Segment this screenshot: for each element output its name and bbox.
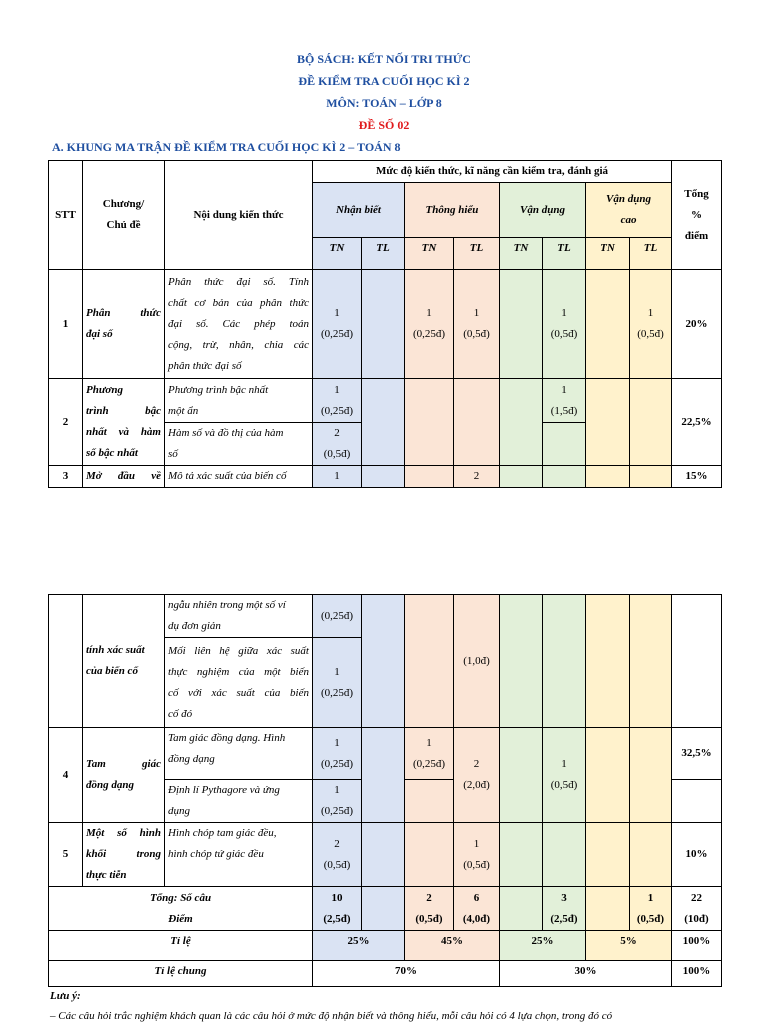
- chapter-cell: Mở đầu về: [83, 466, 165, 488]
- overall-ratio-basic: 70%: [313, 961, 500, 987]
- book-series-title: BỘ SÁCH: KẾT NỐI TRI THỨC: [297, 52, 471, 66]
- score-cell: 1 (0,25đ): [405, 270, 454, 379]
- empty-cell: [500, 379, 543, 466]
- empty-cell: [672, 595, 722, 728]
- note-line: – Các câu hỏi trắc nghiệm khách quan là các câu hỏi ở mức độ nhận biết và thông hiểu, mỗi câu hỏi có 4 lựa chọn, trong đó có: [50, 1010, 613, 1022]
- row-total: 20%: [672, 270, 722, 379]
- grand-total: 22 (10đ): [672, 887, 722, 931]
- empty-cell: [362, 823, 405, 887]
- chapter-cell: Tam giác đồng dạng: [83, 728, 165, 823]
- section-title: A. KHUNG MA TRẬN ĐỀ KIỂM TRA CUỐI HỌC KÌ 2 – TOÁN 8: [52, 140, 401, 154]
- content-cell: Định lí Pythagore và ứng dụng: [165, 780, 313, 823]
- empty-cell: [543, 595, 586, 728]
- tn-header: TN: [313, 238, 362, 270]
- row-total: 22,5%: [672, 379, 722, 466]
- content-cell: Hàm số và đồ thị của hàm số: [165, 423, 313, 466]
- score-cell: 2 (0,5đ): [313, 823, 362, 887]
- chapter-header: Chương/ Chủ đề: [83, 161, 165, 270]
- content-cell: Mối liên hệ giữa xác suất thực nghiệm của một biến cố với xác suất của biến cố đó: [165, 638, 313, 728]
- tl-header: TL: [454, 238, 500, 270]
- empty-cell: [630, 823, 672, 887]
- empty-cell: [500, 728, 543, 823]
- tl-header: TL: [543, 238, 586, 270]
- empty-cell: [500, 887, 543, 931]
- total-cell: 10 (2,5đ): [313, 887, 362, 931]
- chapter-cell: Phương trình bậc nhất và hàm số bậc nhất: [83, 379, 165, 466]
- empty-cell: [500, 823, 543, 887]
- empty-cell: [500, 466, 543, 488]
- score-cell: 1 (0,25đ): [313, 728, 362, 780]
- row-number: 4: [49, 728, 83, 823]
- overall-ratio-advanced: 30%: [500, 961, 672, 987]
- content-cell: Tam giác đồng dạng. Hình đồng dạng: [165, 728, 313, 780]
- row-total: 15%: [672, 466, 722, 488]
- subject-title: MÔN: TOÁN – LỚP 8: [326, 96, 442, 110]
- row-number: 3: [49, 466, 83, 488]
- empty-cell: [362, 466, 405, 488]
- ratio-application: 25%: [500, 931, 586, 961]
- empty-cell: [500, 270, 543, 379]
- empty-cell: [362, 270, 405, 379]
- empty-cell: [405, 780, 454, 823]
- score-cell: 1 (0,25đ): [405, 728, 454, 780]
- tn-header: TN: [500, 238, 543, 270]
- stt-header: STT: [49, 161, 83, 270]
- empty-cell: [586, 728, 630, 823]
- empty-cell: [405, 466, 454, 488]
- tn-header: TN: [586, 238, 630, 270]
- score-cell: (0,25đ): [313, 595, 362, 638]
- total-label: Tổng: Số câu Điểm: [49, 887, 313, 931]
- empty-cell: [672, 780, 722, 823]
- row-number: 5: [49, 823, 83, 887]
- ratio-total: 100%: [672, 931, 722, 961]
- content-cell: Mô tả xác suất của biến cố: [165, 466, 313, 488]
- ratio-high-application: 5%: [586, 931, 672, 961]
- content-cell: ngẫu nhiên trong một số ví dụ đơn giản: [165, 595, 313, 638]
- row-total: 10%: [672, 823, 722, 887]
- content-cell: Phương trình bậc nhất một ẩn: [165, 379, 313, 423]
- empty-cell: [630, 379, 672, 466]
- score-cell: 1: [313, 466, 362, 488]
- score-cell: 1 (1,5đ): [543, 379, 586, 423]
- total-cell: 3 (2,5đ): [543, 887, 586, 931]
- tn-header: TN: [405, 238, 454, 270]
- empty-cell: [630, 595, 672, 728]
- empty-cell: [586, 595, 630, 728]
- empty-cell: [543, 466, 586, 488]
- empty-cell: [500, 595, 543, 728]
- empty-cell: [586, 887, 630, 931]
- content-cell: Hình chóp tam giác đều, hình chóp tứ giác đều: [165, 823, 313, 887]
- score-cell: 1 (0,25đ): [313, 638, 362, 728]
- chapter-cell: Một số hình khối trong thực tiễn: [83, 823, 165, 887]
- score-cell: 2 (2,0đ): [454, 728, 500, 823]
- content-cell: Phân thức đại số. Tính chất cơ bản của phân thức đại số. Các phép toán cộng, trừ, nhân, chia các phân thức đại số: [165, 270, 313, 379]
- chapter-cell: Phân thức đại số: [83, 270, 165, 379]
- overall-ratio-total: 100%: [672, 961, 722, 987]
- empty-cell: [405, 823, 454, 887]
- empty-cell: [586, 823, 630, 887]
- total-cell: 2 (0,5đ): [405, 887, 454, 931]
- tl-header: TL: [630, 238, 672, 270]
- score-cell: 1 (0,5đ): [454, 270, 500, 379]
- total-cell: 6 (4,0đ): [454, 887, 500, 931]
- empty-cell: [454, 379, 500, 466]
- row-total: 32,5%: [672, 728, 722, 780]
- empty-cell: [586, 270, 630, 379]
- recognition-header: Nhận biết: [313, 183, 405, 238]
- score-cell: 1 (0,25đ): [313, 780, 362, 823]
- score-cell: (1,0đ): [454, 595, 500, 728]
- score-cell: 1 (0,5đ): [543, 270, 586, 379]
- tl-header: TL: [362, 238, 405, 270]
- ratio-comprehension: 45%: [405, 931, 500, 961]
- note-title: Lưu ý:: [50, 990, 81, 1002]
- empty-cell: [362, 379, 405, 466]
- exam-title: ĐỀ KIỂM TRA CUỐI HỌC KÌ 2: [298, 74, 470, 88]
- level-header: Mức độ kiến thức, kĩ năng cần kiểm tra, đánh giá: [313, 161, 672, 183]
- empty-cell: [543, 823, 586, 887]
- high-application-header: Vận dụng cao: [586, 183, 672, 238]
- exam-number: ĐỀ SỐ 02: [358, 118, 410, 132]
- empty-cell: [362, 887, 405, 931]
- comprehension-header: Thông hiểu: [405, 183, 500, 238]
- total-cell: 1 (0,5đ): [630, 887, 672, 931]
- empty-cell: [630, 728, 672, 823]
- overall-ratio-label: Tỉ lệ chung: [49, 961, 313, 987]
- empty-cell: [405, 595, 454, 728]
- score-cell: 1 (0,25đ): [313, 270, 362, 379]
- score-cell: 1 (0,5đ): [543, 728, 586, 823]
- empty-cell: [49, 595, 83, 728]
- empty-cell: [543, 423, 586, 466]
- score-cell: 2 (0,5đ): [313, 423, 362, 466]
- score-cell: 1 (0,5đ): [630, 270, 672, 379]
- empty-cell: [630, 466, 672, 488]
- total-header: Tổng % điểm: [672, 161, 722, 270]
- ratio-label: Tỉ lệ: [49, 931, 313, 961]
- score-cell: 1 (0,25đ): [313, 379, 362, 423]
- application-header: Vận dụng: [500, 183, 586, 238]
- empty-cell: [586, 466, 630, 488]
- empty-cell: [362, 728, 405, 823]
- empty-cell: [405, 379, 454, 466]
- row-number: 2: [49, 379, 83, 466]
- ratio-recognition: 25%: [313, 931, 405, 961]
- chapter-cell: tính xác suất của biến cố: [83, 595, 165, 728]
- matrix-table-part2: [48, 594, 722, 987]
- content-header: Nội dung kiến thức: [165, 161, 313, 270]
- empty-cell: [362, 595, 405, 728]
- matrix-table-part1: [48, 160, 722, 488]
- score-cell: 1 (0,5đ): [454, 823, 500, 887]
- score-cell: 2: [454, 466, 500, 488]
- empty-cell: [586, 379, 630, 466]
- row-number: 1: [49, 270, 83, 379]
